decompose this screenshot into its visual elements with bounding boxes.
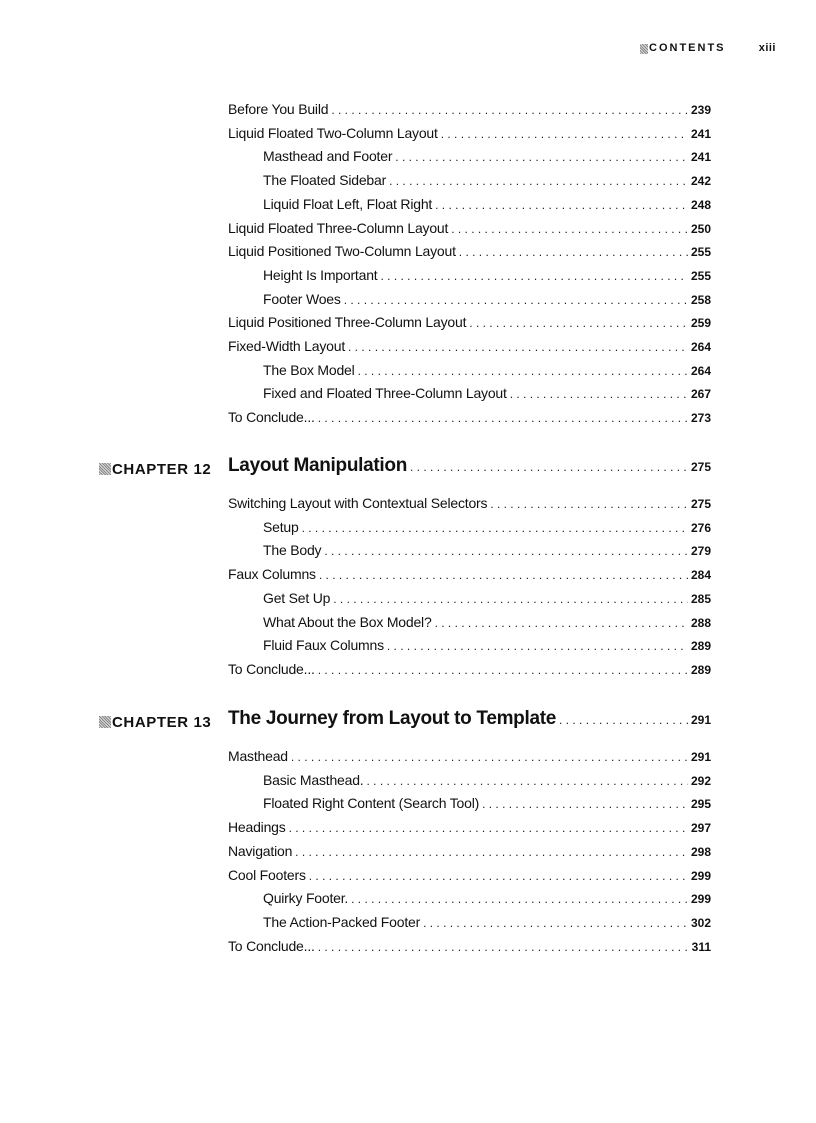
toc-entry-title: Setup bbox=[263, 518, 299, 535]
hatch-ornament-icon bbox=[640, 44, 648, 54]
toc-entry-page-number: 289 bbox=[690, 662, 711, 677]
chapter-page-number: 275 bbox=[690, 460, 711, 474]
toc-subentry[interactable] bbox=[263, 517, 711, 537]
toc-subentry[interactable] bbox=[263, 912, 711, 932]
toc-entry-title: Basic Masthead. bbox=[263, 771, 364, 788]
chapter-title: The Journey from Layout to Template bbox=[228, 708, 557, 729]
toc-entry-page-number: 259 bbox=[690, 316, 711, 331]
toc-entry[interactable] bbox=[228, 564, 711, 584]
toc-subentry[interactable] bbox=[263, 770, 711, 790]
toc-subentry[interactable] bbox=[263, 383, 711, 403]
chapter-label-text: CHAPTER 12 bbox=[112, 461, 212, 478]
toc-subentry[interactable] bbox=[263, 540, 711, 560]
chapter-heading[interactable] bbox=[0, 455, 816, 485]
toc-entry-page-number: 291 bbox=[690, 750, 711, 764]
toc-entry[interactable] bbox=[228, 407, 711, 427]
toc-entry-title: Cool Footers bbox=[228, 866, 306, 883]
toc-subentry[interactable] bbox=[263, 289, 711, 309]
toc-entry[interactable] bbox=[228, 123, 711, 143]
toc-entry-page-number: 241 bbox=[690, 150, 711, 165]
toc-entry-page-number: 255 bbox=[690, 268, 711, 283]
dot-leader bbox=[469, 313, 688, 333]
chapter-title-row bbox=[228, 455, 711, 481]
toc-entry-title: Fixed-Width Layout bbox=[228, 338, 346, 354]
chapter-heading[interactable] bbox=[0, 708, 816, 738]
toc-entry-title: The Floated Sidebar bbox=[263, 172, 387, 189]
toc-entry-title: Fluid Faux Columns bbox=[263, 637, 384, 654]
toc-entry-title: Navigation bbox=[228, 842, 293, 859]
dot-leader bbox=[319, 565, 688, 585]
toc-entry-title: Quirky Footer. bbox=[263, 890, 349, 907]
toc-entry-page-number: 288 bbox=[690, 615, 711, 630]
running-header bbox=[640, 42, 780, 58]
toc-subentry[interactable] bbox=[263, 612, 711, 632]
toc-entry-page-number: 289 bbox=[690, 639, 711, 654]
toc-entry[interactable] bbox=[228, 841, 711, 861]
dot-leader bbox=[410, 460, 688, 474]
toc-entry-page-number: 297 bbox=[690, 821, 711, 836]
toc-entry-title: Liquid Positioned Three-Column Layout bbox=[228, 314, 467, 331]
dot-leader bbox=[333, 589, 688, 609]
toc-entry-title: Switching Layout with Contextual Selectors bbox=[228, 495, 488, 511]
chapter-page-number: 291 bbox=[690, 713, 711, 727]
chapter-title: Layout Manipulation bbox=[228, 455, 408, 476]
dot-leader bbox=[490, 494, 688, 514]
dot-leader bbox=[358, 361, 688, 381]
dot-leader bbox=[451, 219, 688, 239]
toc-entry-page-number: 284 bbox=[690, 568, 711, 583]
toc-entry-page-number: 299 bbox=[690, 892, 711, 907]
toc-entry-title: Height Is Important bbox=[263, 266, 378, 283]
toc-entry-title: Floated Right Content (Search Tool) bbox=[263, 795, 480, 812]
toc-entry-page-number: 299 bbox=[690, 868, 711, 883]
toc-entry-title: Footer Woes bbox=[263, 290, 341, 307]
toc-subentry[interactable] bbox=[263, 170, 711, 190]
toc-entry-page-number: 255 bbox=[690, 245, 711, 260]
toc-entry-page-number: 273 bbox=[690, 411, 711, 426]
toc-entry-title: Masthead and Footer bbox=[263, 148, 393, 165]
toc-entry-title: Headings bbox=[228, 819, 286, 836]
toc-subentry[interactable] bbox=[263, 635, 711, 655]
dot-leader bbox=[482, 794, 688, 814]
toc-entry-page-number: 302 bbox=[690, 915, 711, 930]
toc-subentry[interactable] bbox=[263, 888, 711, 908]
dot-leader bbox=[435, 613, 688, 633]
toc-entry-page-number: 279 bbox=[690, 544, 711, 559]
toc-entry[interactable] bbox=[228, 746, 711, 766]
dot-leader bbox=[367, 771, 688, 791]
toc-entry-title: Liquid Floated Two-Column Layout bbox=[228, 124, 438, 141]
toc-entry-page-number: 276 bbox=[690, 520, 711, 535]
running-header-page-number: xiii bbox=[758, 42, 776, 54]
toc-entry[interactable] bbox=[228, 936, 711, 956]
toc-entry-title: Liquid Floated Three-Column Layout bbox=[228, 219, 449, 236]
toc-entry[interactable] bbox=[228, 312, 711, 332]
toc-entry-page-number: 264 bbox=[690, 340, 711, 354]
chapter-label bbox=[99, 714, 217, 730]
toc-entry-title: To Conclude... bbox=[228, 660, 315, 677]
toc-entry-title: Get Set Up bbox=[263, 589, 331, 606]
dot-leader bbox=[289, 818, 688, 838]
dot-leader bbox=[559, 713, 688, 727]
toc-subentry[interactable] bbox=[263, 793, 711, 813]
toc-entry-page-number: 248 bbox=[690, 197, 711, 212]
dot-leader bbox=[510, 384, 688, 404]
toc-entry-page-number: 258 bbox=[690, 292, 711, 307]
dot-leader bbox=[351, 889, 688, 909]
toc-entry-title: Masthead bbox=[228, 748, 288, 764]
toc-subentry[interactable] bbox=[263, 146, 711, 166]
toc-entry-page-number: 311 bbox=[691, 939, 711, 954]
dot-leader bbox=[348, 337, 688, 357]
dot-leader bbox=[324, 541, 688, 561]
dot-leader bbox=[441, 124, 688, 144]
dot-leader bbox=[423, 913, 688, 933]
dot-leader bbox=[302, 518, 688, 538]
chapter-label-text: CHAPTER 13 bbox=[112, 714, 212, 731]
dot-leader bbox=[291, 747, 688, 767]
dot-leader bbox=[318, 660, 688, 680]
hatch-ornament-icon bbox=[99, 463, 111, 475]
toc-entry[interactable] bbox=[228, 336, 711, 356]
toc-entry-page-number: 239 bbox=[690, 103, 711, 117]
toc-entry[interactable] bbox=[228, 659, 711, 679]
toc-entry-title: Before You Build bbox=[228, 101, 329, 117]
dot-leader bbox=[459, 242, 688, 262]
toc-entry-page-number: 295 bbox=[690, 797, 711, 812]
toc-entry[interactable] bbox=[228, 218, 711, 238]
toc-entry-title: To Conclude... bbox=[228, 937, 315, 954]
toc-entry-page-number: 242 bbox=[690, 174, 711, 189]
toc-entry-title: Faux Columns bbox=[228, 566, 316, 583]
dot-leader bbox=[435, 195, 688, 215]
toc-entry-title: Liquid Float Left, Float Right bbox=[263, 195, 433, 212]
toc-entry[interactable] bbox=[228, 99, 711, 119]
dot-leader bbox=[309, 866, 688, 886]
chapter-label bbox=[99, 461, 217, 477]
toc-entry-title: The Box Model bbox=[263, 361, 355, 378]
dot-leader bbox=[389, 171, 688, 191]
toc-entry-page-number: 298 bbox=[690, 844, 711, 859]
toc-entry-page-number: 285 bbox=[690, 591, 711, 606]
toc-entry-title: What About the Box Model? bbox=[263, 613, 432, 630]
hatch-ornament-icon bbox=[99, 716, 111, 728]
toc-entry-page-number: 241 bbox=[690, 126, 711, 141]
toc-entry-page-number: 275 bbox=[690, 497, 711, 511]
toc-entry[interactable] bbox=[228, 817, 711, 837]
toc-subentry[interactable] bbox=[263, 588, 711, 608]
toc-subentry[interactable] bbox=[263, 194, 711, 214]
toc-entry[interactable] bbox=[228, 865, 711, 885]
toc-entry-title: The Action-Packed Footer bbox=[263, 913, 421, 930]
dot-leader bbox=[318, 408, 688, 428]
toc-entry-page-number: 267 bbox=[690, 387, 711, 402]
dot-leader bbox=[318, 937, 689, 957]
toc-entry[interactable] bbox=[228, 241, 711, 261]
chapter-title-row bbox=[228, 708, 711, 734]
toc-entry-title: Liquid Positioned Two-Column Layout bbox=[228, 243, 456, 260]
running-header-label: CONTENTS bbox=[649, 42, 726, 54]
toc-subentry[interactable] bbox=[263, 360, 711, 380]
dot-leader bbox=[344, 290, 688, 310]
dot-leader bbox=[395, 147, 688, 167]
toc-entry[interactable] bbox=[228, 493, 711, 513]
toc-entry-page-number: 250 bbox=[690, 221, 711, 236]
toc-entry-page-number: 264 bbox=[690, 363, 711, 378]
toc-entry-title: To Conclude... bbox=[228, 409, 315, 426]
dot-leader bbox=[380, 266, 687, 286]
dot-leader bbox=[295, 842, 688, 862]
toc-entry-title: The Body bbox=[263, 542, 322, 559]
toc-entry-page-number: 292 bbox=[690, 773, 711, 788]
dot-leader bbox=[331, 100, 688, 120]
toc-subentry[interactable] bbox=[263, 265, 711, 285]
toc-entry-title: Fixed and Floated Three-Column Layout bbox=[263, 385, 507, 402]
dot-leader bbox=[387, 636, 688, 656]
